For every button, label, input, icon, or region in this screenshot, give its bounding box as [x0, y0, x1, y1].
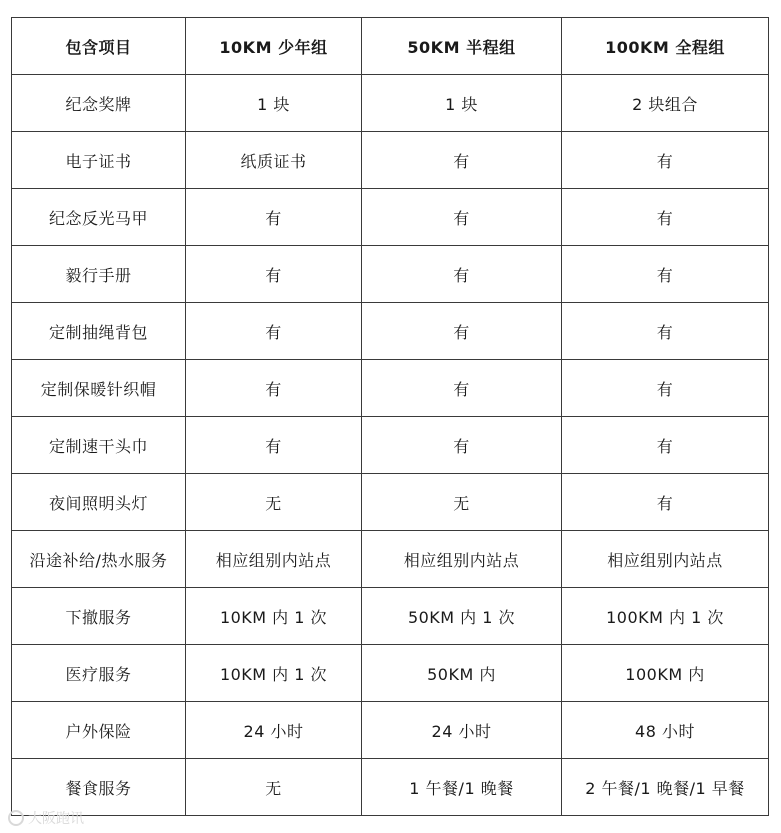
row-item-label: 纪念奖牌	[12, 75, 186, 132]
cell-50km: 有	[362, 303, 562, 360]
cell-50km: 1 块	[362, 75, 562, 132]
row-item-label: 电子证书	[12, 132, 186, 189]
cell-10km: 10KM 内 1 次	[186, 588, 362, 645]
table-row	[12, 189, 769, 246]
row-item-label: 毅行手册	[12, 246, 186, 303]
cell-100km: 100KM 内 1 次	[562, 588, 769, 645]
row-item-label: 夜间照明头灯	[12, 474, 186, 531]
table-row	[12, 759, 769, 816]
package-comparison-table-wrapper	[11, 17, 769, 816]
cell-100km: 2 块组合	[562, 75, 769, 132]
cell-10km: 有	[186, 189, 362, 246]
table-row	[12, 588, 769, 645]
cell-10km: 10KM 内 1 次	[186, 645, 362, 702]
table-row	[12, 702, 769, 759]
cell-10km: 1 块	[186, 75, 362, 132]
header-10km-group: 10KM 少年组	[186, 18, 362, 75]
cell-10km: 无	[186, 759, 362, 816]
row-item-label: 纪念反光马甲	[12, 189, 186, 246]
cell-50km: 50KM 内	[362, 645, 562, 702]
cell-10km: 有	[186, 303, 362, 360]
cell-10km: 有	[186, 417, 362, 474]
cell-100km: 有	[562, 417, 769, 474]
table-row	[12, 246, 769, 303]
row-item-label: 户外保险	[12, 702, 186, 759]
cell-50km: 24 小时	[362, 702, 562, 759]
header-100km-group: 100KM 全程组	[562, 18, 769, 75]
cell-100km: 有	[562, 132, 769, 189]
cell-10km: 有	[186, 246, 362, 303]
cell-10km: 有	[186, 360, 362, 417]
package-comparison-table	[11, 17, 769, 816]
table-row	[12, 132, 769, 189]
cell-50km: 无	[362, 474, 562, 531]
cell-100km: 48 小时	[562, 702, 769, 759]
watermark	[8, 808, 84, 828]
cell-100km: 有	[562, 303, 769, 360]
cell-100km: 100KM 内	[562, 645, 769, 702]
cell-100km: 有	[562, 360, 769, 417]
weibo-like-icon	[8, 810, 24, 826]
table-row	[12, 474, 769, 531]
cell-100km: 2 午餐/1 晚餐/1 早餐	[562, 759, 769, 816]
header-50km-group: 50KM 半程组	[362, 18, 562, 75]
cell-100km: 相应组别内站点	[562, 531, 769, 588]
row-item-label: 餐食服务	[12, 759, 186, 816]
cell-50km: 1 午餐/1 晚餐	[362, 759, 562, 816]
cell-50km: 相应组别内站点	[362, 531, 562, 588]
table-row	[12, 303, 769, 360]
row-item-label: 下撤服务	[12, 588, 186, 645]
table-row	[12, 531, 769, 588]
row-item-label: 医疗服务	[12, 645, 186, 702]
table-row	[12, 360, 769, 417]
table-row	[12, 645, 769, 702]
cell-50km: 有	[362, 132, 562, 189]
watermark-text: 大阪跑讯	[28, 811, 84, 827]
row-item-label: 定制速干头巾	[12, 417, 186, 474]
table-header-row	[12, 18, 769, 75]
cell-50km: 有	[362, 189, 562, 246]
cell-50km: 50KM 内 1 次	[362, 588, 562, 645]
row-item-label: 定制保暖针织帽	[12, 360, 186, 417]
cell-10km: 相应组别内站点	[186, 531, 362, 588]
header-included-items: 包含项目	[12, 18, 186, 75]
cell-50km: 有	[362, 417, 562, 474]
cell-100km: 有	[562, 474, 769, 531]
cell-10km: 纸质证书	[186, 132, 362, 189]
cell-50km: 有	[362, 246, 562, 303]
table-row	[12, 417, 769, 474]
table-row	[12, 75, 769, 132]
row-item-label: 沿途补给/热水服务	[12, 531, 186, 588]
cell-10km: 无	[186, 474, 362, 531]
cell-100km: 有	[562, 246, 769, 303]
cell-100km: 有	[562, 189, 769, 246]
row-item-label: 定制抽绳背包	[12, 303, 186, 360]
cell-50km: 有	[362, 360, 562, 417]
cell-10km: 24 小时	[186, 702, 362, 759]
